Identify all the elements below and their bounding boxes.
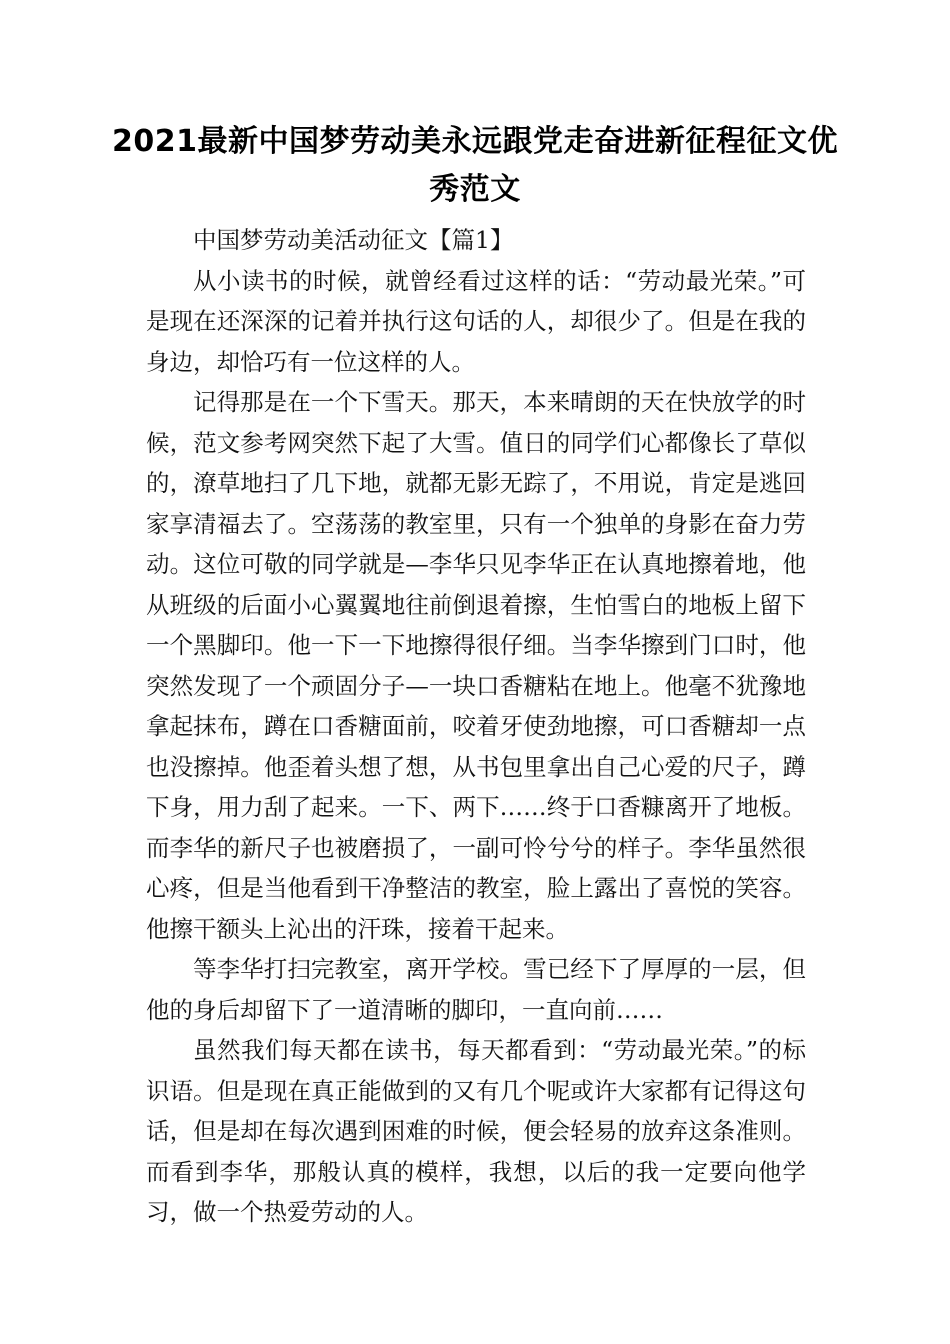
- paragraph-4: 虽然我们每天都在读书，每天都看到：“劳动最光荣。”的标识语。但是现在真正能做到的又有几个呢或许大家都有记得这句话，但是却在每次遇到困难的时候，便会轻易的放弃这条准则。而看到李华，那般认真的模样，我想，以后的我一定要向他学习，做一个热爱劳动的人。: [146, 1036, 806, 1226]
- document-body: [146, 220, 806, 1233]
- document-title: 2021最新中国梦劳动美永远跟党走奋进新征程征文优秀范文: [112, 124, 838, 207]
- paragraph-2: 记得那是在一个下雪天。那天，本来晴朗的天在快放学的时候，范文参考网突然下起了大雪。值日的同学们心都像长了草似的，潦草地扫了几下地，就都无影无踪了，不用说，肯定是逃回家享清福去了。空荡荡的教室里，只有一个独单的身影在奋力劳动。这位可敬的同学就是—李华只见李华正在认真地擦着地，他从班级的后面小心翼翼地往前倒退着擦，生怕雪白的地板上留下一个黑脚印。他一下一下地擦得很仔细。当李华擦到门口时，他突然发现了一个顽固分子—一块口香糖粘在地上。他毫不犹豫地拿起抹布，蹲在口香糖面前，咬着牙使劲地擦，可口香糖却一点也没擦掉。他歪着头想了想，从书包里拿出自己心爱的尺子，蹲下身，用力刮了起来。一下、两下……终于口香糠离开了地板。而李华的新尺子也被磨损了，一副可怜兮兮的样子。李华虽然很心疼，但是当他看到干净整洁的教室，脸上露出了喜悦的笑容。他擦干额头上沁出的汗珠，接着干起来。: [146, 388, 806, 943]
- paragraph-1: 从小读书的时候，就曾经看过这样的话：“劳动最光荣。”可是现在还深深的记着并执行这句话的人，却很少了。但是在我的身边，却恰巧有一位这样的人。: [146, 266, 806, 376]
- section-heading: 中国梦劳动美活动征文【篇1】: [193, 226, 514, 254]
- paragraph-3: 等李华打扫完教室，离开学校。雪已经下了厚厚的一层，但他的身后却留下了一道清晰的脚印，一直向前……: [146, 955, 806, 1024]
